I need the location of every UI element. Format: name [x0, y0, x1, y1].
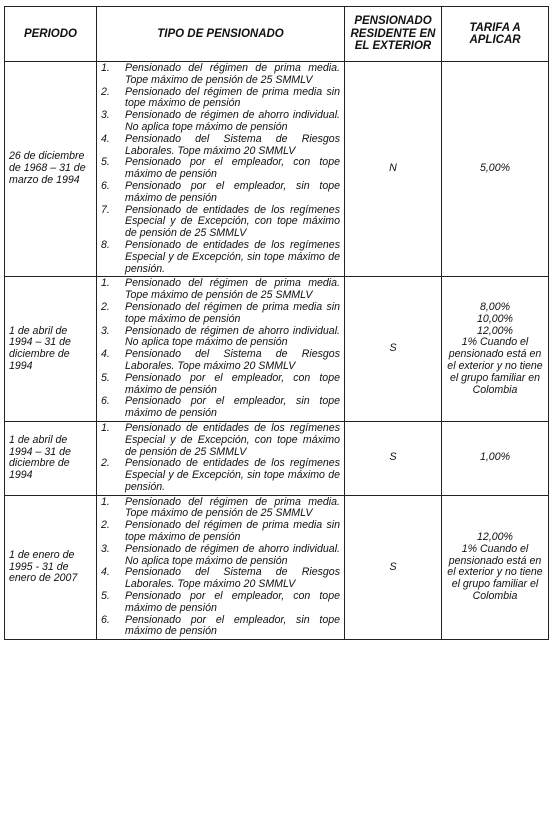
pensioner-type-item [99, 278, 340, 302]
rate-line: 12,00% [477, 324, 513, 337]
rate-line: 5,00% [479, 162, 511, 175]
item-number: 6. [101, 395, 110, 408]
rate-line: 12,00% [477, 531, 513, 544]
pensioner-types-cell [97, 421, 345, 495]
period-cell: 1 de enero de 1995 - 31 de enero de 2007 [5, 495, 97, 640]
item-number: 3. [101, 324, 110, 337]
item-number: 2. [101, 519, 110, 532]
item-text: Pensionado de régimen de ahorro individual. No aplica tope máximo de pensión [125, 324, 340, 349]
resident-abroad-cell: S [345, 421, 442, 495]
rate-line: 1,00% [479, 451, 511, 464]
item-number: 2. [101, 85, 110, 98]
header-periodo: PERIODO [5, 7, 97, 62]
pensioner-type-item [99, 157, 340, 181]
rate-cell [442, 421, 549, 495]
header-tarifa: TARIFA A APLICAR [442, 7, 549, 62]
pensioner-type-list [99, 423, 340, 494]
pensioner-type-item [99, 134, 340, 158]
pensioner-type-item [99, 302, 340, 326]
item-number: 3. [101, 542, 110, 555]
header-tipo-pensionado: TIPO DE PENSIONADO [97, 7, 345, 62]
rate-line: 1% Cuando el pensionado está en el exterior y no tiene el grupo familiar el Colombia [447, 542, 543, 603]
pensioner-type-item [99, 423, 340, 458]
item-text: Pensionado de entidades de los regímenes Especial y de Excepción, sin tope máximo de pensión. [125, 238, 340, 275]
period-cell: 1 de abril de 1994 – 31 de diciembre de 1994 [5, 421, 97, 495]
rate-cell [442, 495, 549, 640]
item-text: Pensionado del Sistema de Riesgos Laborales. Tope máximo 20 SMMLV [125, 132, 340, 157]
resident-abroad-cell: N [345, 62, 442, 277]
item-number: 5. [101, 156, 110, 169]
rate-line: 1% Cuando el pensionado está en el exterior y no tiene el grupo familiar en Colombia [447, 336, 543, 396]
table-row [5, 62, 549, 277]
rate-cell [442, 277, 549, 422]
item-number: 3. [101, 109, 110, 122]
rate-line: 10,00% [477, 312, 513, 325]
item-text: Pensionado por el empleador, con tope máximo de pensión [125, 156, 340, 181]
item-text: Pensionado del régimen de prima media sin tope máximo de pensión [125, 85, 340, 110]
pensioner-type-list [99, 278, 340, 420]
pensioner-type-item [99, 349, 340, 373]
pensioner-type-item [99, 458, 340, 493]
item-text: Pensionado de régimen de ahorro individual. No aplica tope máximo de pensión [125, 109, 340, 133]
rate-line: 8,00% [479, 300, 511, 313]
item-number: 7. [101, 203, 110, 216]
pensioner-type-item [99, 110, 340, 134]
pensioner-types-cell [97, 495, 345, 640]
pension-rates-table [4, 6, 549, 640]
pensioner-type-item [99, 87, 340, 111]
item-number: 1. [101, 495, 110, 508]
item-number: 5. [101, 371, 110, 384]
item-text: Pensionado por el empleador, con tope máximo de pensión [125, 590, 340, 614]
period-cell: 1 de abril de 1994 – 31 de diciembre de 1994 [5, 277, 97, 422]
item-number: 4. [101, 566, 110, 579]
item-text: Pensionado del régimen de prima media sin tope máximo de pensión [125, 300, 340, 325]
item-text: Pensionado de régimen de ahorro individual. No aplica tope máximo de pensión [125, 542, 340, 567]
item-text: Pensionado del régimen de prima media. Tope máximo de pensión de 25 SMMLV [125, 62, 340, 86]
item-text: Pensionado del régimen de prima media sin tope máximo de pensión [125, 519, 340, 544]
pensioner-type-list [99, 63, 340, 275]
item-text: Pensionado por el empleador, sin tope máximo de pensión [125, 613, 340, 638]
table-row [5, 495, 549, 640]
pensioner-type-item [99, 205, 340, 240]
resident-abroad-cell: S [345, 277, 442, 422]
pensioner-type-item [99, 240, 340, 275]
rate-cell [442, 62, 549, 277]
pensioner-type-item [99, 396, 340, 420]
pensioner-type-list [99, 497, 340, 639]
item-text: Pensionado del Sistema de Riesgos Laborales. Tope máximo 20 SMMLV [125, 566, 340, 591]
pensioner-types-cell [97, 62, 345, 277]
item-number: 5. [101, 590, 110, 603]
pensioner-types-cell [97, 277, 345, 422]
item-number: 2. [101, 457, 110, 470]
pensioner-type-item [99, 326, 340, 350]
item-text: Pensionado del régimen de prima media. Tope máximo de pensión de 25 SMMLV [125, 495, 340, 520]
pensioner-type-item [99, 567, 340, 591]
item-text: Pensionado del Sistema de Riesgos Laborales. Tope máximo 20 SMMLV [125, 348, 340, 372]
item-text: Pensionado por el empleador, con tope máximo de pensión [125, 371, 340, 396]
pensioner-type-item [99, 373, 340, 397]
item-number: 8. [101, 238, 110, 251]
item-number: 1. [101, 62, 110, 74]
item-text: Pensionado de entidades de los regímenes Especial y de Excepción, con tope máximo de pensión de 25 SMMLV [125, 203, 340, 240]
pensioner-type-item [99, 181, 340, 205]
item-number: 4. [101, 132, 110, 145]
header-row [5, 7, 549, 62]
table-row [5, 421, 549, 495]
item-number: 6. [101, 613, 110, 626]
item-number: 6. [101, 179, 110, 192]
table-row [5, 277, 549, 422]
item-text: Pensionado de entidades de los regímenes Especial y de Excepción, sin tope máximo de pensión. [125, 457, 340, 493]
pensioner-type-item [99, 497, 340, 521]
item-number: 4. [101, 348, 110, 361]
item-text: Pensionado por el empleador, sin tope máximo de pensión [125, 179, 340, 204]
pensioner-type-item [99, 615, 340, 639]
item-number: 1. [101, 277, 110, 290]
pensioner-type-item [99, 520, 340, 544]
period-cell: 26 de diciembre de 1968 – 31 de marzo de 1994 [5, 62, 97, 277]
item-number: 2. [101, 300, 110, 313]
pensioner-type-item [99, 591, 340, 615]
document-page [4, 6, 549, 640]
item-text: Pensionado de entidades de los regímenes Especial y de Excepción, con tope máximo de pensión de 25 SMMLV [125, 421, 340, 458]
item-text: Pensionado por el empleador, sin tope máximo de pensión [125, 395, 340, 420]
resident-abroad-cell: S [345, 495, 442, 640]
pensioner-type-item [99, 63, 340, 87]
item-number: 1. [101, 421, 110, 434]
table-body [5, 62, 549, 640]
pensioner-type-item [99, 544, 340, 568]
item-text: Pensionado del régimen de prima media. Tope máximo de pensión de 25 SMMLV [125, 277, 340, 302]
header-residente-exterior: PENSIONADO RESIDENTE EN EL EXTERIOR [345, 7, 442, 62]
